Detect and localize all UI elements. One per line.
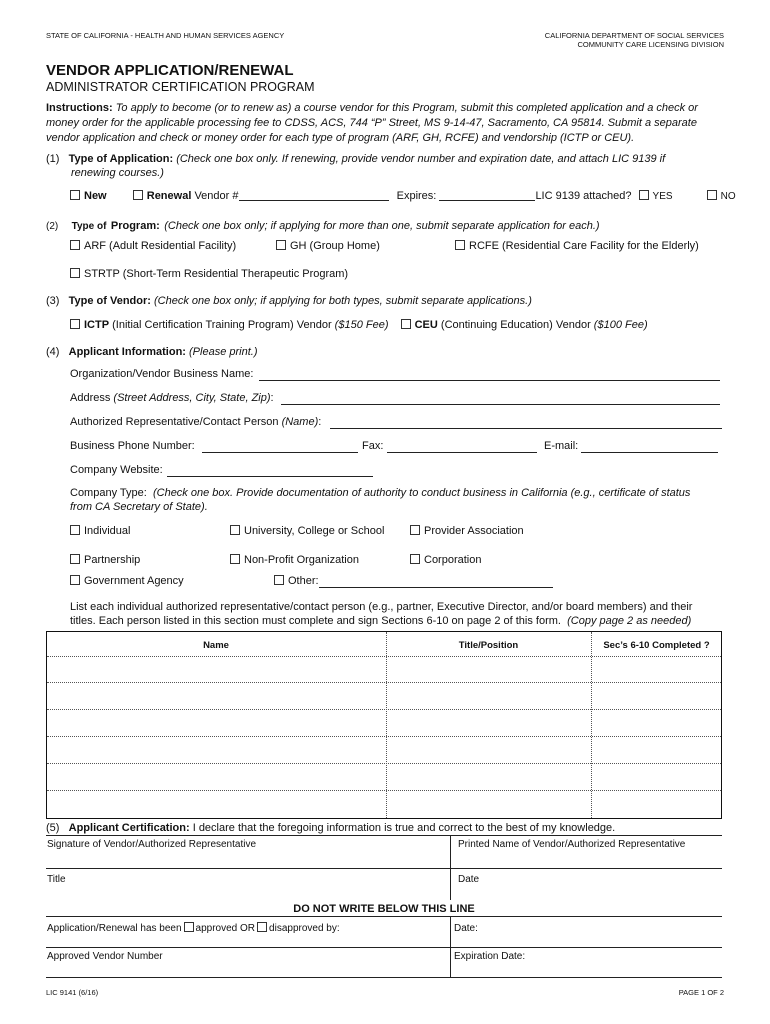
signature-field[interactable] — [46, 868, 722, 869]
corporation-checkbox[interactable] — [410, 554, 420, 564]
instructions-line-2: money order for the applicable processing fee to CDSS, ACS, 744 “P” Street, MS 9-14-47, Sacramento, CA 95814. Submit a separate — [46, 117, 697, 129]
arf-checkbox[interactable] — [70, 240, 80, 250]
rep-label-a: Authorized Representative/Contact Person — [70, 416, 279, 428]
section-5-label: Applicant Certification: — [68, 822, 190, 834]
disapproved-label: disapproved by: — [269, 923, 340, 934]
section-5-number: (5) — [46, 822, 60, 834]
certification-top-rule — [46, 835, 722, 836]
do-not-write-heading: DO NOT WRITE BELOW THIS LINE — [293, 903, 475, 915]
completed-column-header: Sec’s 6-10 Completed ? — [603, 640, 710, 651]
rcfe-option — [455, 240, 699, 252]
expiration-date-label: Expiration Date: — [454, 951, 526, 962]
section-4-note: (Please print.) — [189, 346, 258, 358]
office-middle-rule — [46, 947, 722, 948]
certification-text: I declare that the foregoing information is true and correct to the best of my knowledge. — [192, 822, 616, 834]
list-instructions-text: titles. Each person listed in this section must complete and sign Sections 6-10 on page 2 of this form. — [70, 615, 561, 627]
org-name-field[interactable] — [259, 380, 720, 381]
section-2-heading — [46, 216, 600, 234]
list-instructions-1: List each individual authorized representative/contact person (e.g., partner, Executive Director, and/or board members) and their — [70, 601, 693, 613]
provider-label: Provider Association — [424, 525, 524, 537]
other-field[interactable] — [319, 587, 553, 588]
rep-field[interactable] — [330, 428, 722, 429]
address-label-a: Address — [70, 392, 111, 404]
list-instructions-2 — [70, 615, 691, 627]
section-1-number: (1) — [46, 153, 60, 165]
form-title: VENDOR APPLICATION/RENEWAL — [46, 62, 294, 79]
approved-label: approved OR — [195, 923, 256, 934]
page-number: PAGE 1 OF 2 — [678, 988, 724, 997]
email-label: E-mail: — [544, 440, 579, 452]
table-row[interactable] — [47, 763, 721, 764]
section-1-heading — [46, 153, 665, 165]
university-label: University, College or School — [244, 525, 385, 537]
list-instructions-note: (Copy page 2 as needed) — [567, 615, 692, 627]
disapproved-checkbox[interactable] — [257, 922, 267, 932]
corporation-label: Corporation — [424, 554, 482, 566]
ictp-checkbox[interactable] — [70, 319, 80, 329]
instructions — [46, 101, 698, 146]
address-label-b: (Street Address, City, State, Zip) — [113, 392, 271, 404]
name-column-header: Name — [203, 640, 229, 651]
section-2-label-b: Program: — [110, 220, 160, 232]
individual-option — [70, 525, 130, 537]
gh-option — [276, 240, 380, 252]
title-column-header: Title/Position — [458, 640, 519, 651]
arf-option — [70, 240, 236, 252]
lic9139-label: LIC 9139 attached? — [535, 190, 632, 202]
nonprofit-option — [230, 554, 359, 566]
section-2-number: (2) — [46, 221, 59, 232]
rep-label — [70, 416, 321, 428]
section-3-number: (3) — [46, 295, 60, 307]
ceu-description: (Continuing Education) Vendor — [440, 319, 591, 331]
section-3-note: (Check one box only; if applying for both types, submit separate applications.) — [154, 295, 532, 307]
new-label: New — [84, 190, 107, 202]
instructions-line-1: To apply to become (or to renew as) a course vendor for this Program, submit this completed application and a check or — [115, 102, 698, 114]
provider-checkbox[interactable] — [410, 525, 420, 535]
government-checkbox[interactable] — [70, 575, 80, 585]
org-name-label: Organization/Vendor Business Name: — [70, 368, 254, 380]
gh-checkbox[interactable] — [276, 240, 286, 250]
company-type-label: Company Type: — [70, 487, 147, 499]
signature-label: Signature of Vendor/Authorized Representative — [47, 839, 257, 850]
section-2-label-a: Type of — [71, 221, 107, 232]
yes-label: YES — [652, 191, 673, 202]
company-type-note: (Check one box. Provide documentation of authority to conduct business in California (e.g., certificate of status — [152, 487, 691, 499]
other-label: Other: — [288, 575, 319, 587]
yes-checkbox[interactable] — [639, 190, 649, 200]
section-4-number: (4) — [46, 346, 60, 358]
nonprofit-label: Non-Profit Organization — [244, 554, 359, 566]
ictp-label: ICTP — [84, 319, 110, 331]
ictp-fee: ($150 Fee) — [334, 319, 389, 331]
nonprofit-checkbox[interactable] — [230, 554, 240, 564]
company-type-note-2: from CA Secretary of State). — [70, 501, 208, 513]
partnership-label: Partnership — [84, 554, 141, 566]
no-checkbox[interactable] — [707, 190, 717, 200]
strtp-label: STRTP (Short-Term Residential Therapeutic Program) — [84, 268, 349, 280]
new-checkbox[interactable] — [70, 190, 80, 200]
ceu-label: CEU — [414, 319, 438, 331]
arf-label: ARF (Adult Residential Facility) — [84, 240, 237, 252]
division-name: COMMUNITY CARE LICENSING DIVISION — [577, 40, 724, 49]
partnership-option — [70, 554, 140, 566]
website-label: Company Website: — [70, 464, 163, 476]
date-label: Date — [458, 874, 480, 885]
gh-label: GH (Group Home) — [290, 240, 380, 252]
individual-label: Individual — [84, 525, 131, 537]
section-3-label: Type of Vendor: — [68, 295, 151, 307]
individual-checkbox[interactable] — [70, 525, 80, 535]
ceu-checkbox[interactable] — [401, 319, 411, 329]
corporation-option — [410, 554, 481, 566]
application-type-row — [70, 190, 736, 202]
vendor-number-field[interactable] — [239, 190, 389, 201]
ictp-description: (Initial Certification Training Program) Vendor — [112, 319, 332, 331]
office-date-label: Date: — [454, 923, 478, 934]
no-label: NO — [720, 191, 736, 202]
title-label: Title — [47, 874, 66, 885]
phone-label: Business Phone Number: — [70, 440, 195, 452]
agency-header: STATE OF CALIFORNIA - HEALTH AND HUMAN SERVICES AGENCY — [46, 31, 285, 40]
rcfe-label: RCFE (Residential Care Facility for the Elderly) — [469, 240, 699, 252]
table-row[interactable] — [47, 682, 721, 683]
section-1-label: Type of Application: — [68, 153, 174, 165]
rep-label-c: : — [318, 416, 322, 428]
section-4-label: Applicant Information: — [68, 346, 186, 358]
ceu-fee: ($100 Fee) — [593, 319, 648, 331]
expires-field[interactable] — [439, 190, 535, 201]
department-header — [545, 31, 724, 49]
phone-field[interactable] — [202, 452, 358, 453]
government-option — [70, 575, 184, 587]
form-subtitle: ADMINISTRATOR CERTIFICATION PROGRAM — [46, 80, 315, 94]
vendor-number-office-label: Approved Vendor Number — [47, 951, 163, 962]
vendor-number-label: Vendor # — [194, 190, 239, 202]
other-option — [274, 575, 319, 587]
approved-checkbox[interactable] — [184, 922, 194, 932]
fax-field[interactable] — [387, 452, 537, 453]
office-top-rule — [46, 916, 722, 917]
university-checkbox[interactable] — [230, 525, 240, 535]
fax-label: Fax: — [362, 440, 384, 452]
office-bottom-rule — [46, 977, 722, 978]
section-5-heading — [46, 822, 615, 834]
government-label: Government Agency — [84, 575, 184, 587]
printed-name-label: Printed Name of Vendor/Authorized Representative — [458, 839, 686, 850]
section-3-heading — [46, 295, 532, 307]
renewal-label: Renewal — [146, 190, 192, 202]
table-row[interactable] — [47, 736, 721, 737]
section-2-note: (Check one box only; if applying for more than one, submit separate application for each.) — [164, 220, 600, 232]
approval-label: Application/Renewal has been — [47, 923, 182, 934]
rcfe-checkbox[interactable] — [455, 240, 465, 250]
address-label-c: : — [270, 392, 274, 404]
instructions-line-3: vendor application and check or money order for each type of program (ARF, GH, RCFE) and vendorship (ICTP or CEU). — [46, 132, 635, 144]
instructions-label: Instructions: — [46, 102, 113, 114]
section-1-note-2: renewing courses.) — [71, 167, 164, 179]
table-row[interactable] — [47, 709, 721, 710]
other-checkbox[interactable] — [274, 575, 284, 585]
section-1-note: (Check one box only. If renewing, provide vendor number and expiration date, and attach LIC 9139 if — [176, 153, 666, 165]
provider-option — [410, 525, 524, 537]
department-name: CALIFORNIA DEPARTMENT OF SOCIAL SERVICES — [544, 31, 724, 40]
vendor-type-row — [70, 319, 648, 331]
table-row[interactable] — [47, 656, 721, 657]
company-type-heading — [70, 487, 690, 499]
university-option — [230, 525, 384, 537]
partnership-checkbox[interactable] — [70, 554, 80, 564]
section-4-heading — [46, 346, 258, 358]
website-field[interactable] — [167, 476, 373, 477]
strtp-checkbox[interactable] — [70, 268, 80, 278]
expires-label: Expires: — [396, 190, 437, 202]
form-id: LIC 9141 (6/16) — [46, 988, 99, 997]
rep-label-b: (Name) — [281, 416, 319, 428]
strtp-option — [70, 268, 348, 280]
address-field[interactable] — [281, 404, 720, 405]
email-field[interactable] — [581, 452, 718, 453]
address-label — [70, 392, 274, 404]
table-row[interactable] — [47, 790, 721, 791]
approval-row — [47, 922, 340, 934]
renewal-checkbox[interactable] — [133, 190, 143, 200]
